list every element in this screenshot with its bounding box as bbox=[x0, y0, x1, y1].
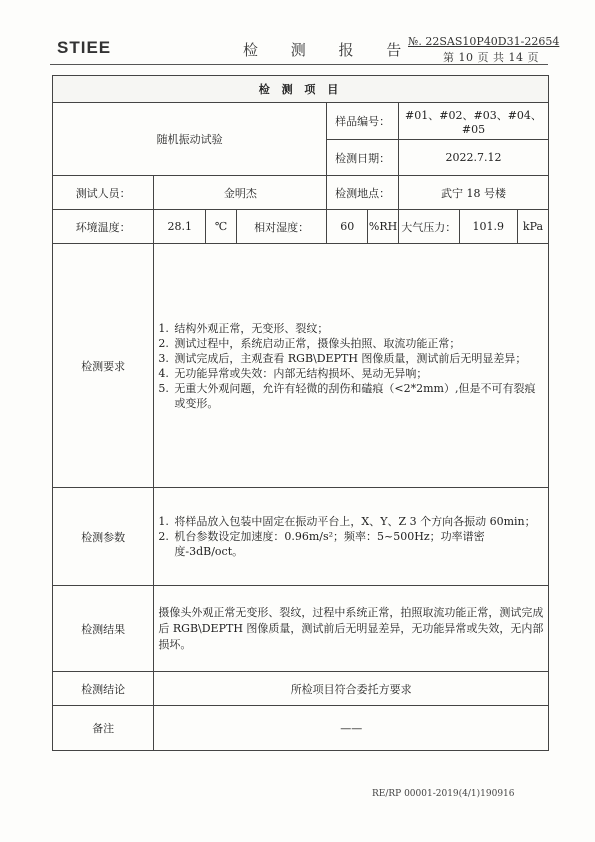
temperature-value bbox=[154, 210, 206, 244]
requirement-item: 3. 测试完成后，主观查看 RGB\DEPTH 图像质量，测试前后无明显差异； bbox=[172, 351, 544, 366]
requirement-item: 2. 测试过程中，系统启动正常，摄像头拍照、取流功能正常； bbox=[172, 336, 544, 351]
location-label: 检测地点： bbox=[327, 176, 399, 210]
company-logo: STIEE bbox=[57, 38, 112, 57]
result-text: 摄像头外观正常无变形、裂纹，过程中系统正常，拍照取流功能正常，测试完成后 RGB\DEPTH 图像质量，测试前后无明显差异，无功能异常或失效，无内部损坏。 bbox=[154, 586, 549, 672]
humidity-unit: %RH bbox=[368, 210, 399, 244]
param-item: 2. 机台参数设定加速度：0.96m/s²；频率：5~500Hz；功率谱密度-3dB/oct。 bbox=[172, 529, 544, 559]
section-title: 检 测 项 目 bbox=[53, 76, 549, 103]
params-content bbox=[154, 488, 549, 586]
conclusion-label: 检测结论 bbox=[53, 672, 154, 706]
sample-no-value: #01、#02、#03、#04、#05 bbox=[398, 103, 548, 140]
param-item: 1. 将样品放入包装中固定在振动平台上，X、Y、Z 3 个方向各振动 60min； bbox=[172, 514, 544, 529]
pressure-label: 大气压力： bbox=[398, 210, 459, 244]
remarks-text: —— bbox=[154, 706, 549, 751]
temperature-number: 28.1 bbox=[167, 220, 193, 233]
form-code: RE/RP 00001-2019(4/1)190916 bbox=[372, 789, 515, 799]
tester-label: 测试人员： bbox=[53, 176, 154, 210]
sample-no-label: 样品编号： bbox=[327, 103, 399, 140]
pressure-unit: kPa bbox=[517, 210, 548, 244]
report-number bbox=[408, 35, 559, 49]
test-name: 随机振动试验 bbox=[53, 103, 327, 176]
tester-value: 金明杰 bbox=[154, 176, 327, 210]
page-title: 检 测 报 告 bbox=[243, 41, 416, 59]
requirement-item: 1. 结构外观正常，无变形、裂纹； bbox=[172, 321, 544, 336]
requirement-item: 4. 无功能异常或失效：内部无结构损坏、晃动无异响； bbox=[172, 366, 544, 381]
conclusion-text: 所检项目符合委托方要求 bbox=[154, 672, 549, 706]
params-label: 检测参数 bbox=[53, 488, 154, 586]
test-report-table bbox=[52, 75, 549, 751]
requirements-list bbox=[158, 321, 544, 411]
remarks-label: 备注 bbox=[53, 706, 154, 751]
report-number-text: №. 22SAS10P40D31-22654 bbox=[408, 35, 560, 48]
test-date-label: 检测日期： bbox=[327, 140, 399, 176]
params-list bbox=[158, 514, 544, 559]
humidity-value: 60 bbox=[327, 210, 368, 244]
pressure-value: 101.9 bbox=[459, 210, 517, 244]
test-date-value: 2022.7.12 bbox=[398, 140, 548, 176]
requirement-item: 5. 无重大外观问题，允许有轻微的刮伤和磕痕（<2*2mm）,但是不可有裂痕或变形。 bbox=[172, 381, 544, 411]
temperature-unit: ℃ bbox=[206, 210, 237, 244]
header-divider bbox=[50, 64, 548, 65]
requirements-label: 检测要求 bbox=[53, 244, 154, 488]
temperature-label: 环境温度： bbox=[53, 210, 154, 244]
result-label: 检测结果 bbox=[53, 586, 154, 672]
requirements-content bbox=[154, 244, 549, 488]
page-info: 第 10 页 共 14 页 bbox=[443, 51, 539, 64]
humidity-label: 相对湿度： bbox=[237, 210, 327, 244]
location-value: 武宁 18 号楼 bbox=[398, 176, 548, 210]
